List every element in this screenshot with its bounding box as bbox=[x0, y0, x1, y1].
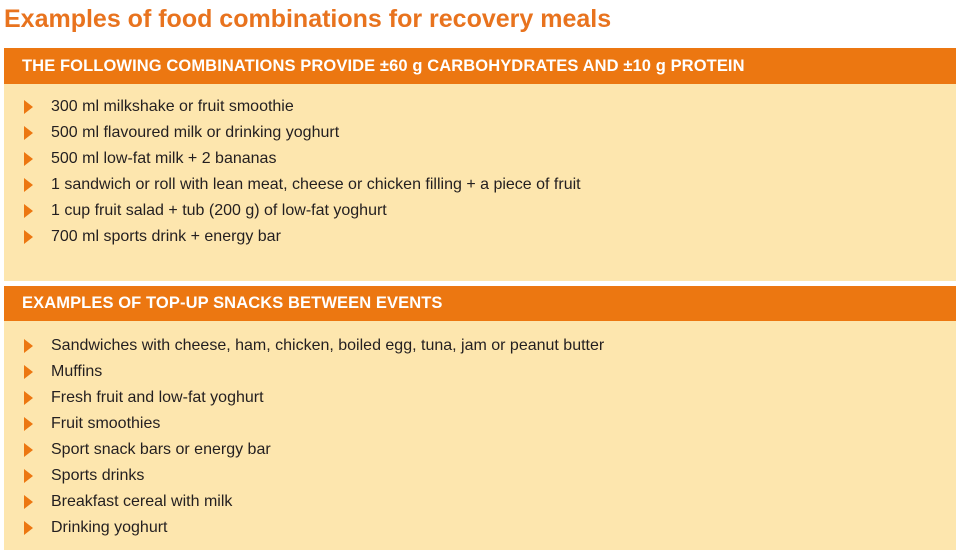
list-item bbox=[4, 437, 956, 463]
list-item bbox=[4, 359, 956, 385]
triangle-right-icon bbox=[24, 469, 33, 483]
list-item bbox=[4, 224, 956, 250]
triangle-right-icon bbox=[24, 178, 33, 192]
triangle-right-icon bbox=[24, 521, 33, 535]
list-item bbox=[4, 385, 956, 411]
list-item-text: 300 ml milkshake or fruit smoothie bbox=[51, 98, 294, 115]
list-item bbox=[4, 489, 956, 515]
list-item-text: Fruit smoothies bbox=[51, 415, 161, 432]
list-item bbox=[4, 94, 956, 120]
list-item bbox=[4, 333, 956, 359]
triangle-right-icon bbox=[24, 443, 33, 457]
triangle-right-icon bbox=[24, 339, 33, 353]
list-item-text: 500 ml low-fat milk + 2 bananas bbox=[51, 150, 277, 167]
list-item-text: 700 ml sports drink + energy bar bbox=[51, 228, 281, 245]
triangle-right-icon bbox=[24, 365, 33, 379]
list-item bbox=[4, 411, 956, 437]
triangle-right-icon bbox=[24, 204, 33, 218]
page-title: Examples of food combinations for recovery meals bbox=[4, 5, 612, 33]
list-item bbox=[4, 120, 956, 146]
list-item-text: Sandwiches with cheese, ham, chicken, boiled egg, tuna, jam or peanut butter bbox=[51, 337, 605, 354]
list-item bbox=[4, 198, 956, 224]
triangle-right-icon bbox=[24, 391, 33, 405]
list-item-text: Drinking yoghurt bbox=[51, 519, 168, 536]
list-item-text: Sports drinks bbox=[51, 467, 145, 484]
list-item-text: Muffins bbox=[51, 363, 103, 380]
triangle-right-icon bbox=[24, 100, 33, 114]
recovery-combinations-panel bbox=[4, 48, 956, 281]
list-item bbox=[4, 146, 956, 172]
triangle-right-icon bbox=[24, 152, 33, 166]
triangle-right-icon bbox=[24, 495, 33, 509]
list-item bbox=[4, 515, 956, 541]
triangle-right-icon bbox=[24, 417, 33, 431]
item-list bbox=[4, 321, 956, 541]
list-item-text: Sport snack bars or energy bar bbox=[51, 441, 271, 458]
list-item-text: 1 sandwich or roll with lean meat, cheese or chicken filling + a piece of fruit bbox=[51, 176, 581, 193]
triangle-right-icon bbox=[24, 126, 33, 140]
top-up-snacks-panel bbox=[4, 286, 956, 550]
item-list bbox=[4, 84, 956, 250]
list-item-text: 500 ml flavoured milk or drinking yoghurt bbox=[51, 124, 340, 141]
list-item-text: 1 cup fruit salad + tub (200 g) of low-fat yoghurt bbox=[51, 202, 387, 219]
section-heading: EXAMPLES OF TOP-UP SNACKS BETWEEN EVENTS bbox=[4, 286, 956, 321]
list-item bbox=[4, 463, 956, 489]
list-item-text: Fresh fruit and low-fat yoghurt bbox=[51, 389, 264, 406]
triangle-right-icon bbox=[24, 230, 33, 244]
section-heading: THE FOLLOWING COMBINATIONS PROVIDE ±60 g CARBOHYDRATES AND ±10 g PROTEIN bbox=[4, 48, 956, 84]
list-item bbox=[4, 172, 956, 198]
list-item-text: Breakfast cereal with milk bbox=[51, 493, 233, 510]
